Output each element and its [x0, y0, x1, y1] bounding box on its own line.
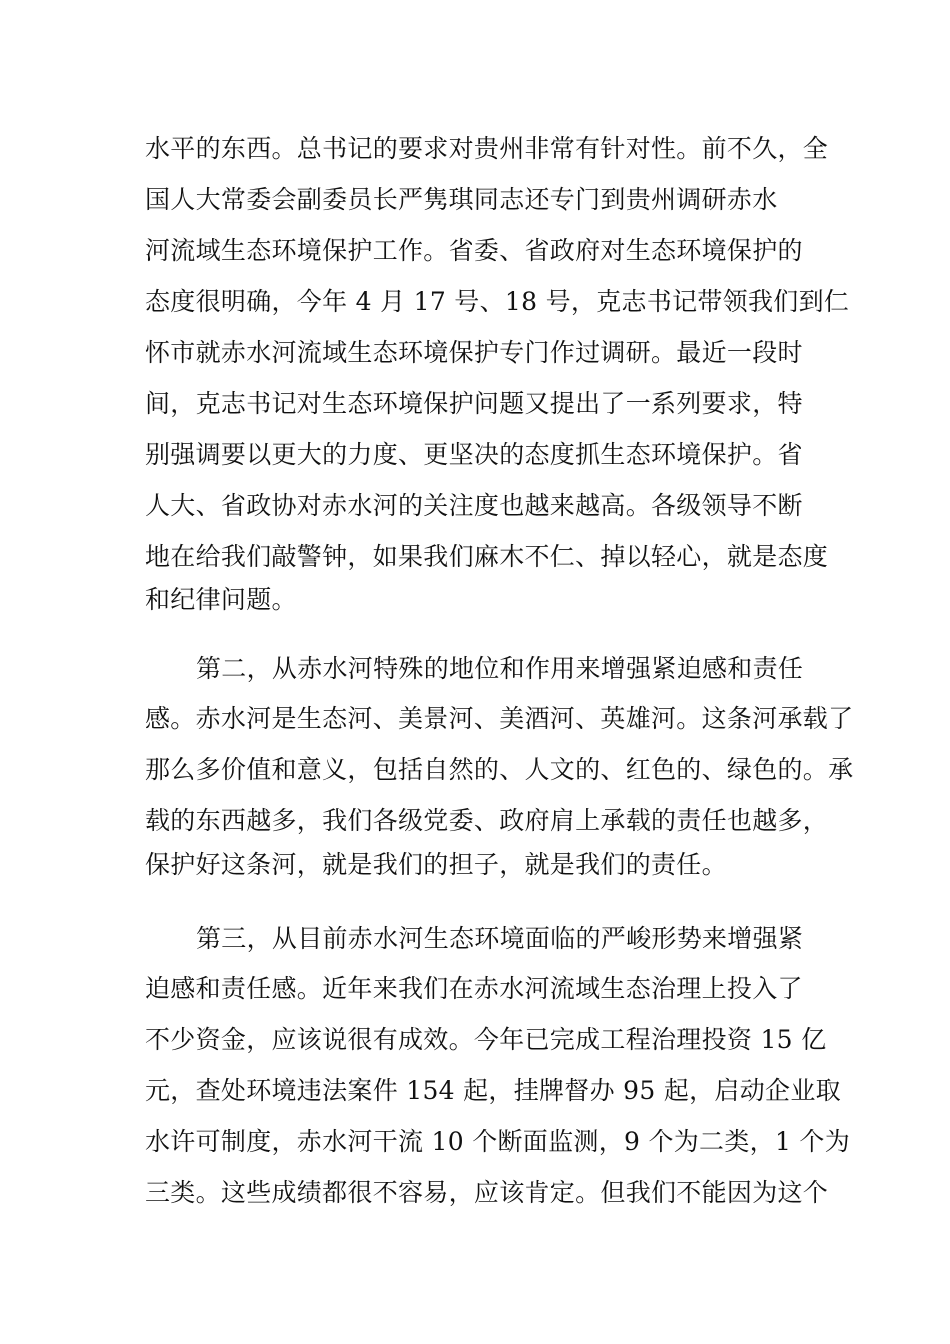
text-line: 载的东西越多，我们各级党委、政府肩上承载的责任也越多， — [145, 806, 829, 835]
text-line: 感。赤水河是生态河、美景河、美酒河、英雄河。这条河承载了 — [145, 704, 854, 733]
text-line: 人大、省政协对赤水河的关注度也越来越高。各级领导不断 — [145, 491, 803, 520]
text-line: 保护好这条河，就是我们的担子，就是我们的责任。 — [145, 850, 727, 879]
text-line: 和纪律问题。 — [145, 585, 297, 614]
text-line: 国人大常委会副委员长严隽琪同志还专门到贵州调研赤水 — [145, 185, 778, 214]
text-line: 间，克志书记对生态环境保护问题又提出了一系列要求，特 — [145, 389, 803, 418]
text-line: 怀市就赤水河流域生态环境保护专门作过调研。最近一段时 — [145, 338, 803, 367]
text-line: 三类。这些成绩都很不容易，应该肯定。但我们不能因为这个 — [145, 1178, 829, 1207]
text-line: 地在给我们敲警钟，如果我们麻木不仁、掉以轻心，就是态度 — [145, 542, 829, 571]
text-line: 那么多价值和意义，包括自然的、人文的、红色的、绿色的。承 — [145, 755, 854, 784]
text-line: 水平的东西。总书记的要求对贵州非常有针对性。前不久，全 — [145, 134, 829, 163]
text-line: 水许可制度，赤水河干流 10 个断面监测，9 个为二类，1 个为 — [145, 1127, 851, 1156]
text-line: 别强调要以更大的力度、更坚决的态度抓生态环境保护。省 — [145, 440, 803, 469]
text-line: 元，查处环境违法案件 154 起，挂牌督办 95 起，启动企业取 — [145, 1076, 841, 1105]
text-line: 不少资金，应该说很有成效。今年已完成工程治理投资 15 亿 — [145, 1025, 827, 1054]
text-line: 第二，从赤水河特殊的地位和作用来增强紧迫感和责任 — [196, 654, 804, 683]
text-line: 态度很明确，今年 4 月 17 号、18 号，克志书记带领我们到仁 — [145, 287, 850, 316]
text-line: 河流域生态环境保护工作。省委、省政府对生态环境保护的 — [145, 236, 803, 265]
text-line: 迫感和责任感。近年来我们在赤水河流域生态治理上投入了 — [145, 974, 803, 1003]
text-line: 第三，从目前赤水河生态环境面临的严峻形势来增强紧 — [196, 924, 804, 953]
